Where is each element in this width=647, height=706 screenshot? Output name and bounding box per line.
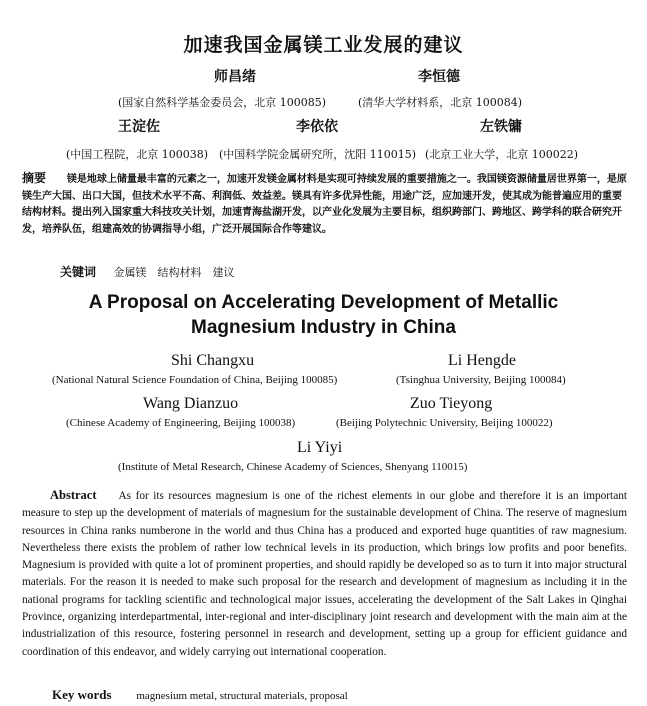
en-keywords-label: Key words — [52, 687, 112, 702]
en-author-wang: Wang Dianzuo — [143, 395, 239, 412]
en-author-li-yiyi: Li Yiyi — [297, 439, 343, 456]
en-title-line1: A Proposal on Accelerating Development of Metallic — [88, 292, 559, 313]
en-keywords — [52, 687, 348, 703]
cn-keywords-label: 关键词 — [60, 265, 97, 279]
en-abstract-label: Abstract — [50, 488, 97, 502]
cn-author-zuo: 左铁镛 — [480, 119, 522, 135]
en-abstract — [22, 487, 627, 661]
en-affiliation-wang: (Chinese Academy of Engineering, Beijing 100038) — [66, 417, 296, 429]
en-author-zuo: Zuo Tieyong — [410, 395, 493, 412]
cn-abstract-text: 镁是地球上储量最丰富的元素之一，加速开发镁金属材料是实现可持续发展的重要措施之一。我国镁资源储量居世界第一，是原镁生产大国、出口大国，但技术水平不高、利润低、效益差。镁具有许多优异性能，用途广泛，应加速开发，使其成为能普遍应用的重要结构材料。提出列入国家重大科技攻关计划，加速青海盐湖开发，以产业化发展为主要目标，组织跨部门、跨地区、跨学科的联合研究开发，培养队伍，组建高效的协调指导小组，广泛开展国际合作等建议。 — [22, 174, 627, 235]
cn-affiliation-li-yiyi: (中国科学院金属研究所，沈阳 110015) — [219, 148, 417, 161]
en-affiliation-li-yiyi: (Institute of Metal Research, Chinese Academy of Sciences, Shenyang 110015) — [118, 461, 468, 473]
en-affiliation-shi: (National Natural Science Foundation of China, Beijing 100085) — [52, 374, 338, 386]
cn-keywords — [60, 263, 235, 280]
en-affiliation-li-hengde: (Tsinghua University, Beijing 100084) — [396, 374, 566, 386]
cn-affiliation-li-hengde: (清华大学材料系，北京 100084) — [358, 96, 523, 109]
cn-affiliation-zuo: (北京工业大学，北京 100022) — [425, 148, 579, 161]
cn-abstract-label: 摘要 — [22, 171, 47, 185]
en-author-li-hengde: Li Hengde — [448, 352, 516, 369]
en-author-shi: Shi Changxu — [171, 352, 255, 369]
cn-keywords-text: 金属镁 结构材料 建议 — [113, 266, 235, 279]
cn-author-li-hengde: 李恒德 — [418, 69, 460, 85]
chinese-title: 加速我国金属镁工业发展的建议 — [183, 34, 464, 56]
cn-author-wang: 王淀佐 — [118, 119, 160, 135]
cn-affiliation-wang: (中国工程院，北京 100038) — [66, 148, 209, 161]
cn-author-shi: 师昌绪 — [214, 69, 256, 85]
en-abstract-text: As for its resources magnesium is one of the richest elements in our globe and therefore it is an important measure to step up the development of materials of magnesium for the sustainable development of China. The reserve of magnesium resources in China ranks numberone in the world and thus China has a produced and exported huge quantities of raw magnesium. Nevertheless there exists the problem of rather low technical levels in its production, which brings low profits and poor benefits. Magnesium is provided with quite a lot of prominent properties, and should rapidly be developed so as to turn it into major structural materials. For the reason it is needed to make such proposal for the research and development of magnesium as including it in the national programs for tackling scientific and technological major issues, accelerating the development of the Salt Lakes in Qinghai Province, organizing interdepartmental, inter-regional and inter-disciplinary joint research and development with the main aim at the industrialization of this resource, fostering personnel in research and development, setting up a group for efficient guidance and coordination of this endeavor, and widely carrying out international cooperation. — [22, 490, 627, 658]
en-keywords-text: magnesium metal, structural materials, proposal — [136, 690, 348, 702]
cn-affiliation-shi: (国家自然科学基金委员会，北京 100085) — [118, 96, 327, 109]
cn-abstract — [22, 170, 628, 238]
en-title-line2: Magnesium Industry in China — [191, 317, 456, 338]
cn-author-li-yiyi: 李依依 — [296, 119, 338, 135]
en-affiliation-zuo: (Beijing Polytechnic University, Beijing 100022) — [336, 417, 553, 429]
